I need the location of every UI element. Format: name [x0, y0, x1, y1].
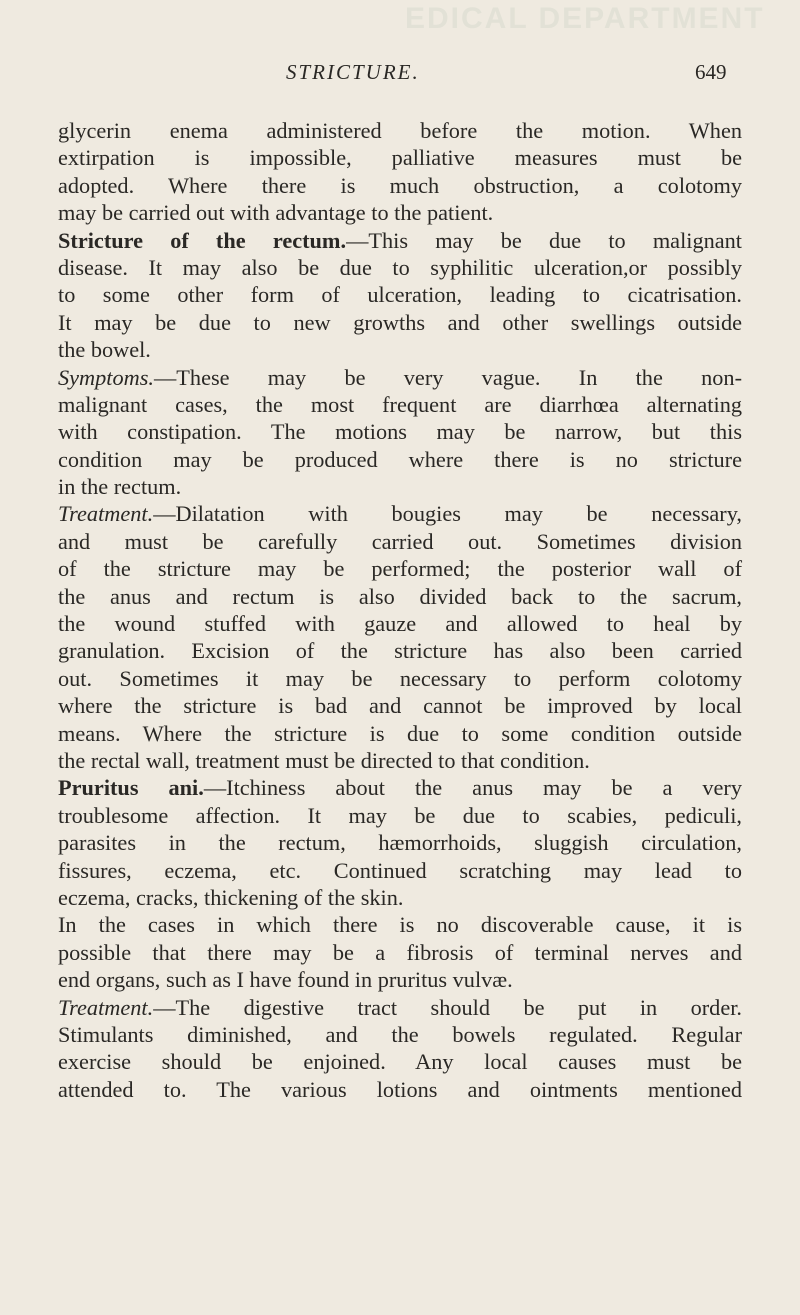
text-line — [58, 254, 742, 281]
body-text — [58, 117, 742, 1103]
line-text: It may be due to new growths and other swellings outside — [58, 309, 742, 335]
run-in-heading: Pruritus ani. — [58, 775, 204, 801]
line-text: —Dilatation with bougies may be necessary, — [153, 501, 742, 527]
line-text: the anus and rectum is also divided back to the sacrum, — [58, 583, 742, 609]
text-line — [58, 1048, 742, 1075]
line-text: troublesome affection. It may be due to scabies, pediculi, — [58, 802, 742, 828]
text-line — [58, 884, 742, 911]
text-line — [58, 911, 742, 938]
line-text: condition may be produced where there is no stricture — [58, 446, 742, 472]
text-line — [58, 172, 742, 199]
text-line — [58, 857, 742, 884]
text-line — [58, 391, 742, 418]
line-text: disease. It may also be due to syphilitic ulceration,or possibly — [58, 254, 742, 280]
text-line — [58, 966, 742, 993]
line-text: fissures, eczema, etc. Continued scratching may lead to — [58, 857, 742, 883]
line-text: out. Sometimes it may be necessary to perform colotomy — [58, 665, 742, 691]
line-text: parasites in the rectum, hæmorrhoids, sluggish circulation, — [58, 830, 742, 856]
text-line — [58, 1021, 742, 1048]
line-text: In the cases in which there is no discoverable cause, it is — [58, 912, 742, 938]
text-line — [58, 583, 742, 610]
line-text: exercise should be enjoined. Any local causes must be — [58, 1049, 742, 1075]
run-in-heading: Symptoms. — [58, 364, 154, 390]
text-line — [58, 281, 742, 308]
run-in-heading: Treatment. — [58, 501, 154, 527]
page-header — [0, 60, 800, 90]
line-text: adopted. Where there is much obstruction, a colotomy — [58, 172, 742, 198]
page-number: 649 — [695, 60, 727, 84]
line-text: extirpation is impossible, palliative measures must be — [58, 145, 742, 171]
line-text: end organs, such as I have found in pruritus vulvæ. — [58, 967, 513, 993]
text-line — [58, 747, 742, 774]
text-line — [58, 665, 742, 692]
line-text: malignant cases, the most frequent are diarrhœa alternating — [58, 391, 742, 417]
line-text: —Itchiness about the anus may be a very — [203, 775, 743, 801]
text-line — [58, 829, 742, 856]
line-text: —The digestive tract should be put in order. — [153, 994, 742, 1020]
line-text: may be carried out with advantage to the patient. — [58, 200, 494, 226]
line-text: attended to. The various lotions and ointments mentioned — [58, 1076, 742, 1102]
text-line — [58, 418, 742, 445]
line-text: in the rectum. — [58, 474, 182, 500]
line-text: possible that there may be a fibrosis of terminal nerves and — [58, 939, 742, 965]
text-line — [58, 199, 742, 226]
line-text: Stimulants diminished, and the bowels regulated. Regular — [58, 1021, 742, 1047]
running-head: STRICTURE. — [286, 60, 420, 84]
line-text: of the stricture may be performed; the posterior wall of — [58, 556, 742, 582]
line-text: the bowel. — [58, 337, 151, 363]
text-line — [58, 994, 742, 1021]
text-line — [58, 227, 742, 254]
watermark: EDICAL DEPARTMENT — [405, 2, 765, 35]
text-line — [58, 473, 742, 500]
text-line — [58, 144, 742, 171]
line-text: the rectal wall, treatment must be directed to that condition. — [58, 747, 590, 773]
text-line — [58, 500, 742, 527]
text-line — [58, 309, 742, 336]
text-line — [58, 446, 742, 473]
text-line — [58, 1076, 742, 1103]
run-in-heading: Treatment. — [58, 994, 154, 1020]
line-text: granulation. Excision of the stricture has also been carried — [58, 638, 742, 664]
line-text: glycerin enema administered before the motion. When — [58, 118, 742, 143]
text-line — [58, 336, 742, 363]
line-text: the wound stuffed with gauze and allowed to heal by — [58, 611, 742, 637]
text-line — [58, 637, 742, 664]
text-line — [58, 117, 742, 144]
line-text: and must be carefully carried out. Sometimes division — [58, 528, 742, 554]
line-text: —These may be very vague. In the non- — [154, 364, 742, 390]
text-line — [58, 364, 742, 391]
line-text: —This may be due to malignant — [346, 227, 742, 253]
line-text: with constipation. The motions may be narrow, but this — [58, 419, 742, 445]
line-text: means. Where the stricture is due to some condition outside — [58, 720, 742, 746]
run-in-heading: Stricture of the rectum. — [58, 227, 347, 253]
text-line — [58, 774, 742, 801]
text-line — [58, 720, 742, 747]
text-line — [58, 555, 742, 582]
text-line — [58, 802, 742, 829]
line-text: to some other form of ulceration, leading to cicatrisation. — [58, 282, 742, 308]
text-line — [58, 528, 742, 555]
text-line — [58, 939, 742, 966]
line-text: eczema, cracks, thickening of the skin. — [58, 884, 404, 910]
text-line — [58, 610, 742, 637]
line-text: where the stricture is bad and cannot be improved by local — [58, 693, 742, 719]
text-line — [58, 692, 742, 719]
